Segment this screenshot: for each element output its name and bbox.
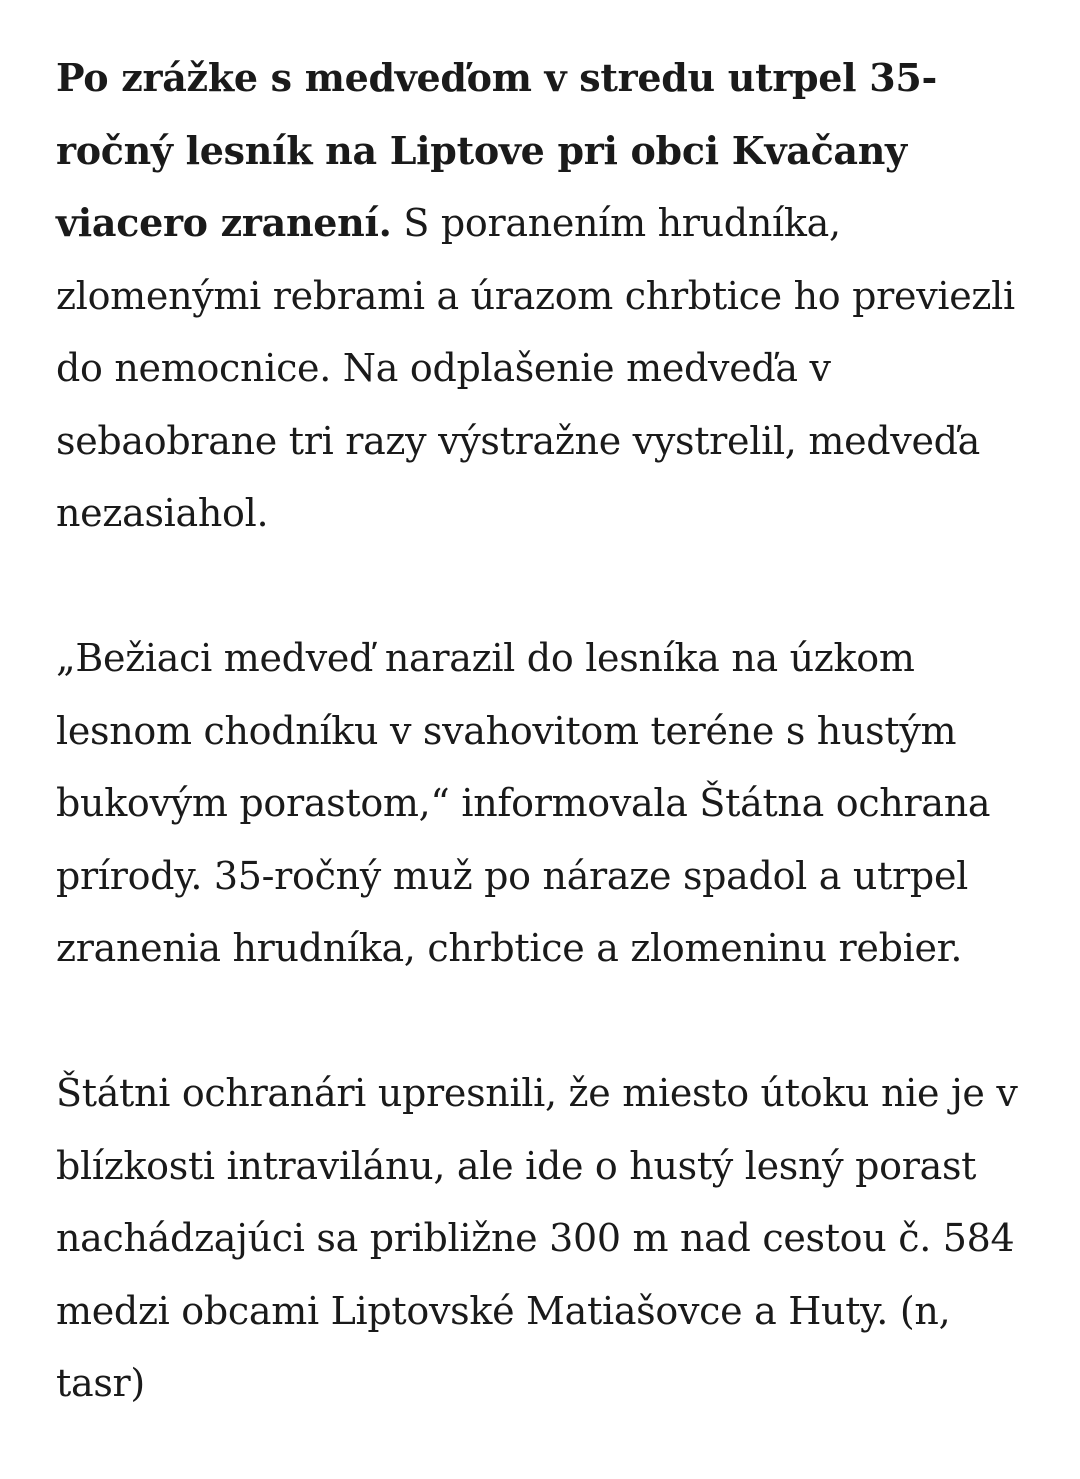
paragraph-2: „Bežiaci medveď narazil do lesníka na úzkom lesnom chodníku v svahovitom teréne s hustým bukovým porastom,“ informovala Štátna ochrana prírody. 35-ročný muž po náraze spadol a utrpel zranenia hrudníka, chrbtice a zlomeninu rebier. [56, 636, 991, 970]
article-body [56, 42, 1036, 1420]
paragraph-1 [56, 42, 1036, 550]
paragraph-1-text: S poranením hrudníka, zlomenými rebrami a úrazom chrbtice ho previezli do nemocnice. Na odplašenie medveďa v sebaobrane tri razy výstražne vystrelil, medveďa nezasiahol. [56, 201, 1015, 535]
paragraph-3: Štátni ochranári upresnili, že miesto útoku nie je v blízkosti intravilánu, ale ide o hustý lesný porast nachádzajúci sa približne 300 m nad cestou č. 584 medzi obcami Liptovské Matiašovce a Huty. (n, tasr) [56, 1071, 1018, 1405]
lead-text: Po zrážke s medveďom v stredu utrpel 35-ročný lesník na Liptove pri obci Kvačany viacero zranení. [56, 55, 938, 245]
